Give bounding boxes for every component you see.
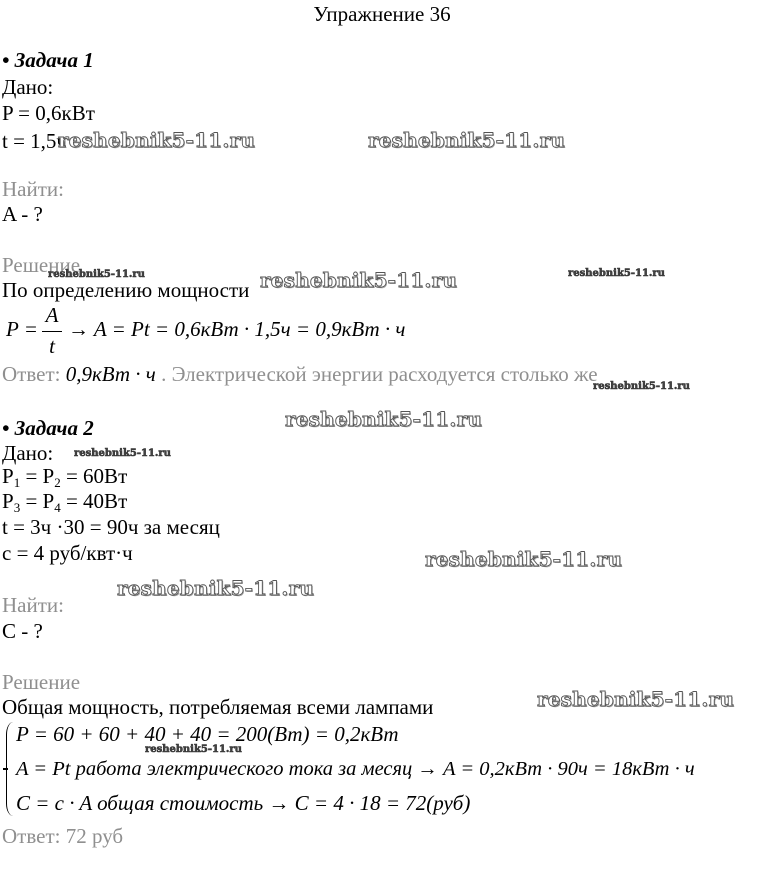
task2-given-price: с = 4 руб/квт·ч [2,541,133,565]
watermark: reshebnik5-11.ru [425,547,623,571]
watermark: reshebnik5-11.ru [48,269,145,280]
task2-given-p34: $P_3 = P_4 = 40Вт$ [2,489,128,515]
task1-find-label: Найти: [2,177,64,201]
watermark: reshebnik5-11.ru [117,576,315,600]
task2-heading: • Задача 2 [2,416,94,440]
task2-find-label: Найти: [2,593,64,617]
task2-given-p12: $P_1 = P_2 = 60Вт$ [2,464,128,490]
watermark: reshebnik5-11.ru [285,407,483,431]
formula-numerator: A [45,303,59,327]
task2-solution-text: Общая мощность, потребляемая всеми лампами [2,695,434,719]
task2-find-value: С - ? [2,619,43,643]
formula-rest: → A = Pt = 0,6кВт · 1,5ч = 0,9кВт · ч [68,317,406,341]
watermark: reshebnik5-11.ru [593,381,690,392]
formula-lhs: P = [6,317,38,341]
watermark: reshebnik5-11.ru [568,268,665,279]
watermark: reshebnik5-11.ru [368,128,566,152]
task1-solution-label: Решение [2,253,81,277]
task2-solution-label: Решение [2,670,81,694]
task1-answer [2,364,598,385]
system-line-work: A = Pt работа электрического тока за месяц → A = 0,2кВт · 90ч = 18кВт · ч [16,758,695,780]
answer-text: . Электрической энергии расходуется столько же [161,362,598,386]
formula-fraction-line [42,331,62,332]
system-line-cost: C = c · A общая стоимость → C = 4 · 18 = 72(руб) [16,791,471,815]
task1-heading: • Задача 1 [2,48,94,72]
page-title: Упражнение 36 [313,2,451,26]
system-line-power: P = 60 + 60 + 40 + 40 = 200(Вт) = 0,2кВт [16,722,399,746]
task1-given-time: t = 1,5ч [2,129,67,153]
watermark: reshebnik5-11.ru [145,744,242,755]
answer-label: Ответ: [2,362,61,386]
formula-denominator: t [49,334,55,358]
system-brace-tip [3,768,8,770]
watermark: reshebnik5-11.ru [58,128,256,152]
task1-find-value: A - ? [2,202,43,226]
task2-given-label: Дано: [2,441,54,465]
task1-given-label: Дано: [2,75,54,99]
watermark: reshebnik5-11.ru [260,268,458,292]
task1-given-power: P = 0,6кВт [2,101,95,125]
task2-given-time: t = 3ч ·30 = 90ч за месяц [2,515,220,539]
watermark: reshebnik5-11.ru [74,448,171,459]
task2-answer: Ответ: 72 руб [2,824,124,848]
task1-solution-text: По определению мощности [2,278,250,302]
watermark: reshebnik5-11.ru [537,687,735,711]
answer-value: 0,9кВт · ч [65,362,156,386]
